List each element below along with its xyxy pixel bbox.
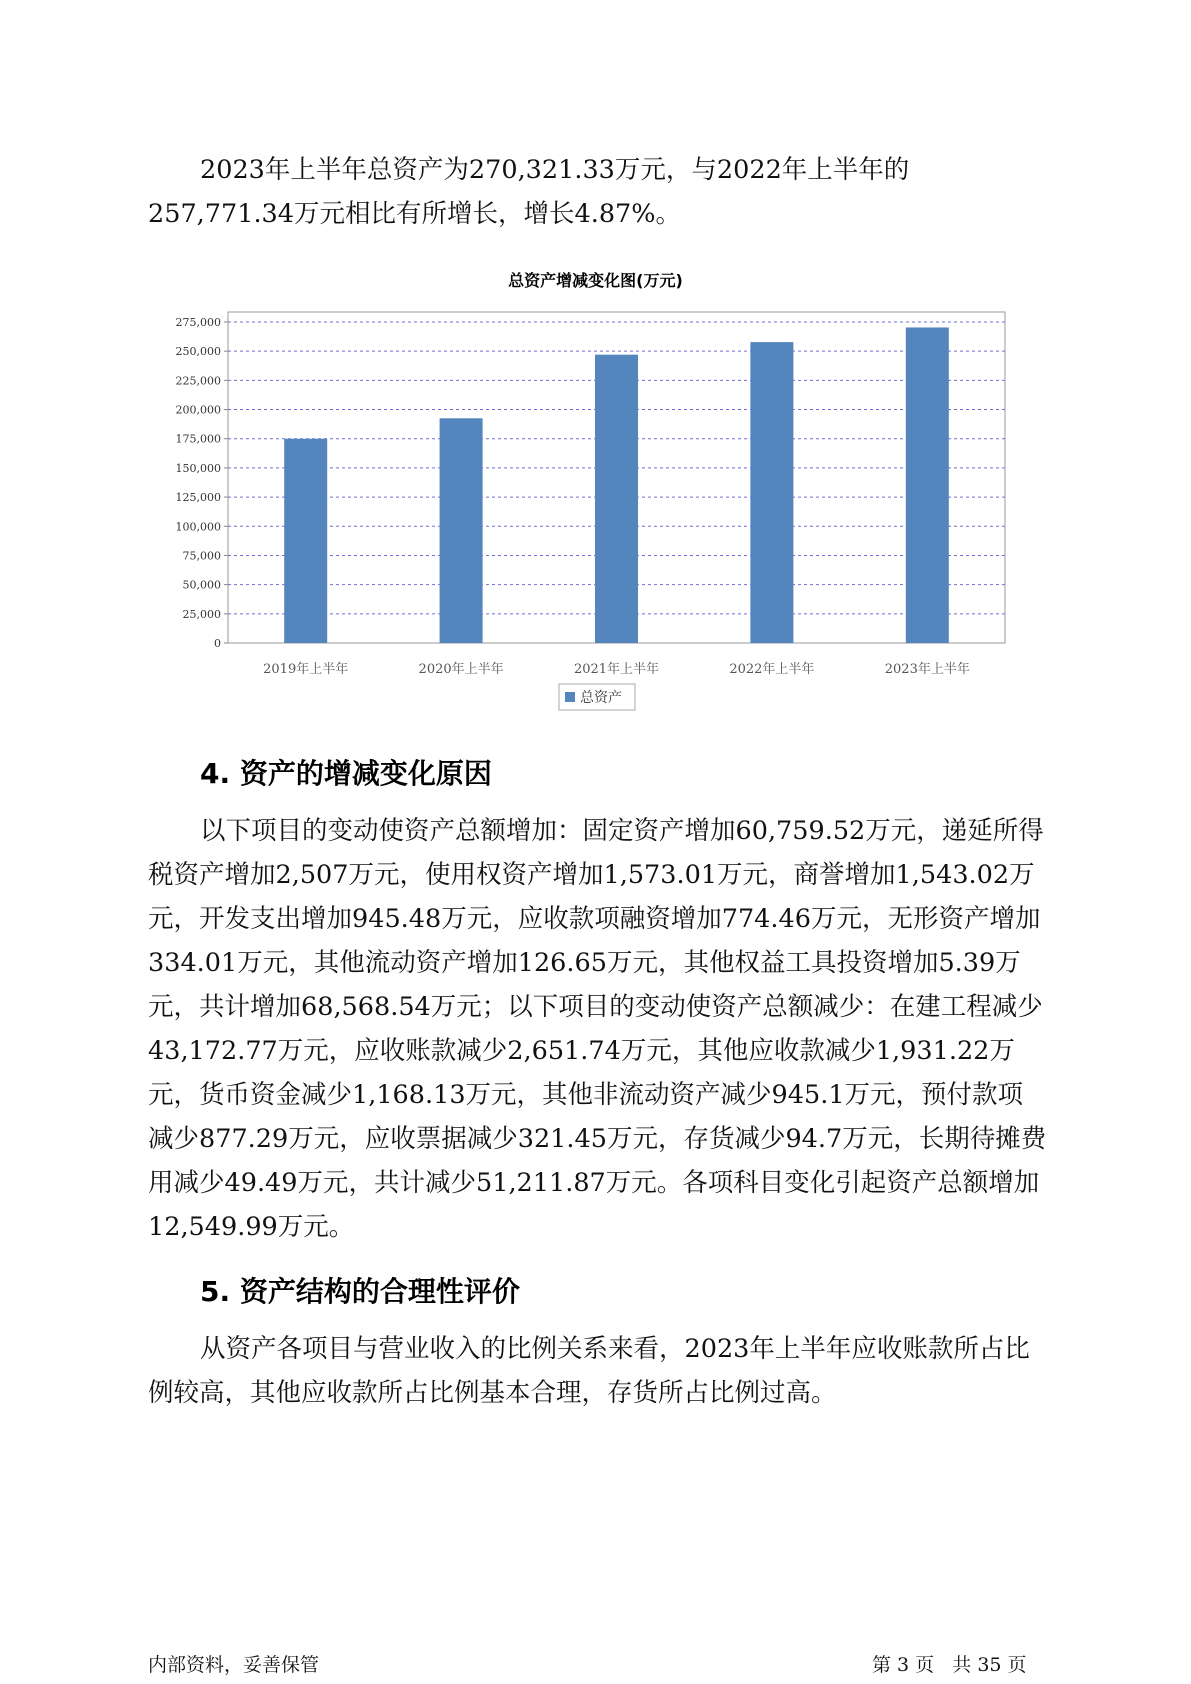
y-tick-label: 275,000 bbox=[175, 316, 221, 329]
y-tick-label: 200,000 bbox=[175, 403, 221, 417]
x-tick-label: 2019年上半年 bbox=[263, 662, 349, 677]
y-tick-label: 250,000 bbox=[175, 345, 221, 359]
reasons-paragraph: 以下项目的变动使资产总额增加：固定资产增加60,759.52万元，递延所得税资产增加2,507万元，使用权资产增加1,573.01万元，商誉增加1,543.02万元，开发支出增加945.48万元，应收款项融资增加774.46万元，无形资产增加334.01万元，其他流动资产增加126.65万元，其他权益工具投资增加5.39万元，共计增加68,568.54万元；以下项目的变动使资产总额减少：在建工程减少43,172.77万元，应收账款减少2,651.74万元，其他应收款减少1,931.22万元，货币资金减少1,168.13万元，其他非流动资产减少945.1万元，预付款项减少877.29万元，应收票据减少321.45万元，存货减少94.7万元，长期待摊费用减少49.49万元，共计减少51,211.87万元。各项科目变化引起资产总额增加12,549.99万元。 bbox=[148, 816, 1047, 1242]
footer-left: 内部资料，妥善保管 bbox=[148, 1654, 320, 1676]
y-tick-label: 25,000 bbox=[182, 607, 221, 621]
bar-1 bbox=[284, 439, 327, 643]
chart-title: 总资产增减变化图(万元) bbox=[508, 271, 683, 290]
evaluation-paragraph: 从资产各项目与营业收入的比例关系来看，2023年上半年应收账款所占比例较高，其他应收款所占比例基本合理，存货所占比例过高。 bbox=[148, 1334, 1030, 1408]
bar-3 bbox=[595, 355, 638, 643]
total-assets-bar-chart bbox=[0, 0, 1191, 720]
y-tick-label: 150,000 bbox=[175, 461, 221, 475]
legend-swatch bbox=[565, 692, 575, 702]
y-tick-label: 50,000 bbox=[182, 578, 221, 592]
y-tick-label: 125,000 bbox=[175, 491, 221, 505]
x-tick-label: 2020年上半年 bbox=[418, 662, 504, 677]
footer-right: 第 3 页 共 35 页 bbox=[872, 1654, 1027, 1676]
intro-paragraph: 2023年上半年总资产为270,321.33万元，与2022年上半年的257,771.34万元相比有所增长，增长4.87%。 bbox=[148, 155, 910, 229]
y-tick-label: 175,000 bbox=[175, 432, 221, 446]
legend-label: 总资产 bbox=[580, 690, 622, 706]
bar-5 bbox=[906, 327, 949, 643]
section-heading-5: 5. 资产结构的合理性评价 bbox=[200, 1275, 520, 1308]
bar-4 bbox=[750, 342, 793, 643]
y-tick-label: 0 bbox=[214, 637, 221, 650]
y-tick-label: 75,000 bbox=[182, 549, 221, 563]
x-tick-label: 2022年上半年 bbox=[729, 662, 815, 677]
bar-2 bbox=[440, 418, 483, 643]
y-tick-label: 225,000 bbox=[175, 374, 221, 388]
x-tick-label: 2021年上半年 bbox=[573, 662, 660, 677]
section-heading-4: 4. 资产的增减变化原因 bbox=[200, 757, 492, 790]
x-tick-label: 2023年上半年 bbox=[884, 662, 970, 677]
y-tick-label: 100,000 bbox=[175, 520, 221, 534]
